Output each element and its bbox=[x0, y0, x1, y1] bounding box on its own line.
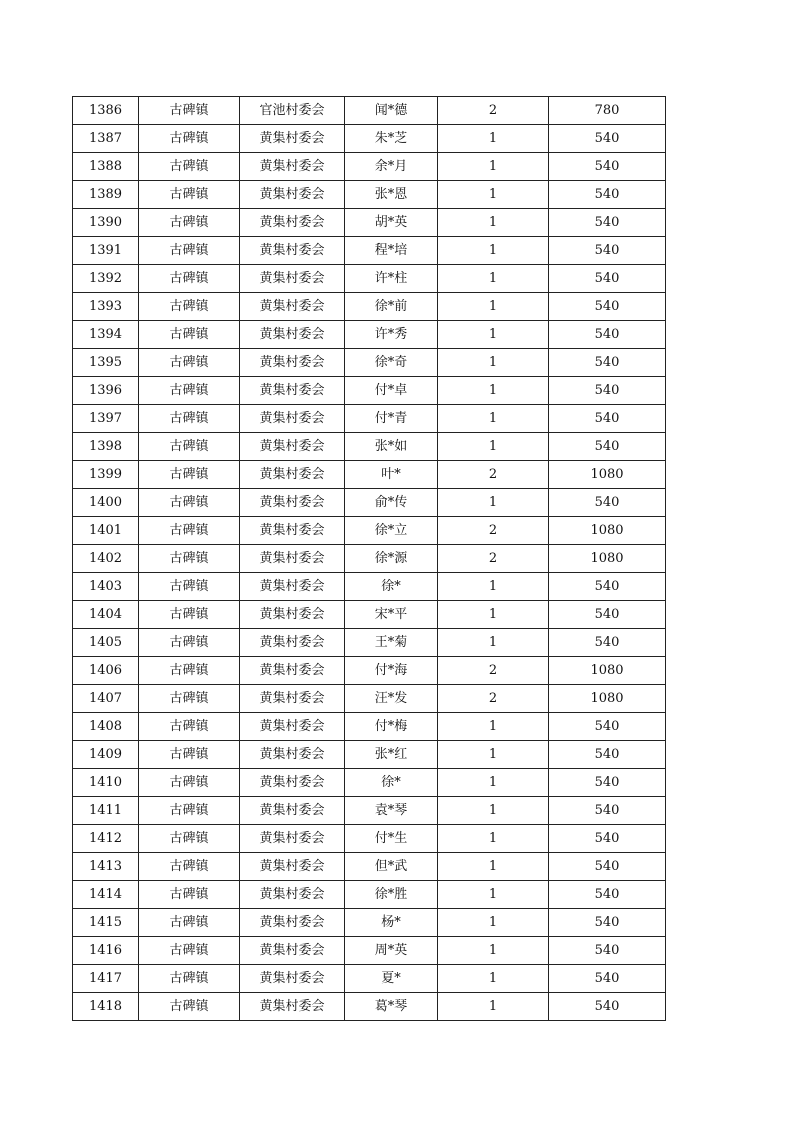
village-committee-cell: 黄集村委会 bbox=[240, 545, 345, 573]
amount-cell: 540 bbox=[549, 153, 666, 181]
town-cell: 古碑镇 bbox=[139, 181, 240, 209]
name-cell: 付*海 bbox=[345, 657, 438, 685]
amount-cell: 540 bbox=[549, 321, 666, 349]
serial-number-cell: 1402 bbox=[73, 545, 139, 573]
document-page bbox=[72, 96, 665, 1021]
amount-cell: 1080 bbox=[549, 517, 666, 545]
serial-number-cell: 1399 bbox=[73, 461, 139, 489]
amount-cell: 540 bbox=[549, 489, 666, 517]
name-cell: 周*英 bbox=[345, 937, 438, 965]
name-cell: 袁*琴 bbox=[345, 797, 438, 825]
village-committee-cell: 黄集村委会 bbox=[240, 965, 345, 993]
household-size-cell: 1 bbox=[438, 629, 549, 657]
serial-number-cell: 1397 bbox=[73, 405, 139, 433]
town-cell: 古碑镇 bbox=[139, 937, 240, 965]
table-row bbox=[73, 601, 666, 629]
town-cell: 古碑镇 bbox=[139, 489, 240, 517]
amount-cell: 540 bbox=[549, 293, 666, 321]
town-cell: 古碑镇 bbox=[139, 573, 240, 601]
serial-number-cell: 1410 bbox=[73, 769, 139, 797]
table-row bbox=[73, 713, 666, 741]
village-committee-cell: 黄集村委会 bbox=[240, 125, 345, 153]
serial-number-cell: 1403 bbox=[73, 573, 139, 601]
table-row bbox=[73, 377, 666, 405]
table-row bbox=[73, 825, 666, 853]
table-row bbox=[73, 881, 666, 909]
serial-number-cell: 1414 bbox=[73, 881, 139, 909]
household-size-cell: 1 bbox=[438, 601, 549, 629]
table-row bbox=[73, 181, 666, 209]
serial-number-cell: 1400 bbox=[73, 489, 139, 517]
serial-number-cell: 1417 bbox=[73, 965, 139, 993]
table-row bbox=[73, 293, 666, 321]
village-committee-cell: 黄集村委会 bbox=[240, 433, 345, 461]
town-cell: 古碑镇 bbox=[139, 713, 240, 741]
household-size-cell: 1 bbox=[438, 377, 549, 405]
name-cell: 徐*前 bbox=[345, 293, 438, 321]
town-cell: 古碑镇 bbox=[139, 769, 240, 797]
village-committee-cell: 黄集村委会 bbox=[240, 237, 345, 265]
serial-number-cell: 1393 bbox=[73, 293, 139, 321]
name-cell: 程*培 bbox=[345, 237, 438, 265]
amount-cell: 540 bbox=[549, 853, 666, 881]
town-cell: 古碑镇 bbox=[139, 209, 240, 237]
amount-cell: 540 bbox=[549, 769, 666, 797]
table-row bbox=[73, 937, 666, 965]
serial-number-cell: 1409 bbox=[73, 741, 139, 769]
amount-cell: 540 bbox=[549, 573, 666, 601]
name-cell: 余*月 bbox=[345, 153, 438, 181]
village-committee-cell: 黄集村委会 bbox=[240, 601, 345, 629]
table-row bbox=[73, 629, 666, 657]
town-cell: 古碑镇 bbox=[139, 349, 240, 377]
amount-cell: 540 bbox=[549, 265, 666, 293]
name-cell: 许*柱 bbox=[345, 265, 438, 293]
name-cell: 叶* bbox=[345, 461, 438, 489]
table-row bbox=[73, 153, 666, 181]
name-cell: 但*武 bbox=[345, 853, 438, 881]
village-committee-cell: 黄集村委会 bbox=[240, 517, 345, 545]
table-row bbox=[73, 685, 666, 713]
village-committee-cell: 黄集村委会 bbox=[240, 657, 345, 685]
serial-number-cell: 1389 bbox=[73, 181, 139, 209]
serial-number-cell: 1395 bbox=[73, 349, 139, 377]
amount-cell: 540 bbox=[549, 433, 666, 461]
roster-table bbox=[72, 96, 666, 1021]
town-cell: 古碑镇 bbox=[139, 825, 240, 853]
household-size-cell: 1 bbox=[438, 181, 549, 209]
household-size-cell: 1 bbox=[438, 321, 549, 349]
amount-cell: 1080 bbox=[549, 545, 666, 573]
table-row bbox=[73, 265, 666, 293]
household-size-cell: 1 bbox=[438, 909, 549, 937]
household-size-cell: 1 bbox=[438, 153, 549, 181]
village-committee-cell: 黄集村委会 bbox=[240, 713, 345, 741]
name-cell: 张*如 bbox=[345, 433, 438, 461]
name-cell: 葛*琴 bbox=[345, 993, 438, 1021]
serial-number-cell: 1394 bbox=[73, 321, 139, 349]
serial-number-cell: 1390 bbox=[73, 209, 139, 237]
household-size-cell: 1 bbox=[438, 853, 549, 881]
village-committee-cell: 黄集村委会 bbox=[240, 909, 345, 937]
village-committee-cell: 黄集村委会 bbox=[240, 321, 345, 349]
amount-cell: 540 bbox=[549, 965, 666, 993]
town-cell: 古碑镇 bbox=[139, 909, 240, 937]
household-size-cell: 1 bbox=[438, 825, 549, 853]
name-cell: 付*梅 bbox=[345, 713, 438, 741]
household-size-cell: 2 bbox=[438, 545, 549, 573]
amount-cell: 540 bbox=[549, 629, 666, 657]
name-cell: 胡*英 bbox=[345, 209, 438, 237]
table-row bbox=[73, 741, 666, 769]
table-row bbox=[73, 965, 666, 993]
name-cell: 宋*平 bbox=[345, 601, 438, 629]
serial-number-cell: 1416 bbox=[73, 937, 139, 965]
table-row bbox=[73, 797, 666, 825]
table-row bbox=[73, 993, 666, 1021]
amount-cell: 540 bbox=[549, 909, 666, 937]
serial-number-cell: 1408 bbox=[73, 713, 139, 741]
name-cell: 徐*奇 bbox=[345, 349, 438, 377]
household-size-cell: 1 bbox=[438, 209, 549, 237]
town-cell: 古碑镇 bbox=[139, 965, 240, 993]
table-row bbox=[73, 209, 666, 237]
household-size-cell: 1 bbox=[438, 349, 549, 377]
amount-cell: 540 bbox=[549, 797, 666, 825]
town-cell: 古碑镇 bbox=[139, 97, 240, 125]
village-committee-cell: 黄集村委会 bbox=[240, 265, 345, 293]
household-size-cell: 2 bbox=[438, 461, 549, 489]
household-size-cell: 2 bbox=[438, 517, 549, 545]
amount-cell: 540 bbox=[549, 349, 666, 377]
village-committee-cell: 官池村委会 bbox=[240, 97, 345, 125]
name-cell: 徐* bbox=[345, 573, 438, 601]
town-cell: 古碑镇 bbox=[139, 377, 240, 405]
household-size-cell: 1 bbox=[438, 965, 549, 993]
household-size-cell: 1 bbox=[438, 405, 549, 433]
name-cell: 徐*胜 bbox=[345, 881, 438, 909]
amount-cell: 540 bbox=[549, 125, 666, 153]
amount-cell: 780 bbox=[549, 97, 666, 125]
amount-cell: 1080 bbox=[549, 461, 666, 489]
household-size-cell: 1 bbox=[438, 433, 549, 461]
serial-number-cell: 1412 bbox=[73, 825, 139, 853]
amount-cell: 1080 bbox=[549, 657, 666, 685]
name-cell: 徐* bbox=[345, 769, 438, 797]
name-cell: 付*卓 bbox=[345, 377, 438, 405]
amount-cell: 540 bbox=[549, 741, 666, 769]
name-cell: 俞*传 bbox=[345, 489, 438, 517]
village-committee-cell: 黄集村委会 bbox=[240, 993, 345, 1021]
table-row bbox=[73, 237, 666, 265]
serial-number-cell: 1386 bbox=[73, 97, 139, 125]
village-committee-cell: 黄集村委会 bbox=[240, 853, 345, 881]
town-cell: 古碑镇 bbox=[139, 993, 240, 1021]
village-committee-cell: 黄集村委会 bbox=[240, 349, 345, 377]
serial-number-cell: 1406 bbox=[73, 657, 139, 685]
serial-number-cell: 1413 bbox=[73, 853, 139, 881]
amount-cell: 540 bbox=[549, 237, 666, 265]
amount-cell: 540 bbox=[549, 181, 666, 209]
household-size-cell: 1 bbox=[438, 713, 549, 741]
roster-table-body bbox=[73, 97, 666, 1021]
village-committee-cell: 黄集村委会 bbox=[240, 797, 345, 825]
town-cell: 古碑镇 bbox=[139, 461, 240, 489]
amount-cell: 540 bbox=[549, 881, 666, 909]
amount-cell: 540 bbox=[549, 209, 666, 237]
name-cell: 许*秀 bbox=[345, 321, 438, 349]
household-size-cell: 1 bbox=[438, 769, 549, 797]
town-cell: 古碑镇 bbox=[139, 405, 240, 433]
town-cell: 古碑镇 bbox=[139, 881, 240, 909]
town-cell: 古碑镇 bbox=[139, 293, 240, 321]
name-cell: 朱*芝 bbox=[345, 125, 438, 153]
town-cell: 古碑镇 bbox=[139, 517, 240, 545]
serial-number-cell: 1391 bbox=[73, 237, 139, 265]
village-committee-cell: 黄集村委会 bbox=[240, 741, 345, 769]
town-cell: 古碑镇 bbox=[139, 433, 240, 461]
table-row bbox=[73, 433, 666, 461]
household-size-cell: 1 bbox=[438, 125, 549, 153]
amount-cell: 540 bbox=[549, 601, 666, 629]
village-committee-cell: 黄集村委会 bbox=[240, 181, 345, 209]
table-row bbox=[73, 517, 666, 545]
name-cell: 张*恩 bbox=[345, 181, 438, 209]
serial-number-cell: 1388 bbox=[73, 153, 139, 181]
name-cell: 闻*德 bbox=[345, 97, 438, 125]
serial-number-cell: 1405 bbox=[73, 629, 139, 657]
village-committee-cell: 黄集村委会 bbox=[240, 293, 345, 321]
town-cell: 古碑镇 bbox=[139, 265, 240, 293]
amount-cell: 540 bbox=[549, 825, 666, 853]
serial-number-cell: 1407 bbox=[73, 685, 139, 713]
household-size-cell: 1 bbox=[438, 573, 549, 601]
village-committee-cell: 黄集村委会 bbox=[240, 573, 345, 601]
table-row bbox=[73, 489, 666, 517]
name-cell: 付*生 bbox=[345, 825, 438, 853]
table-row bbox=[73, 909, 666, 937]
household-size-cell: 1 bbox=[438, 797, 549, 825]
household-size-cell: 1 bbox=[438, 881, 549, 909]
table-row bbox=[73, 853, 666, 881]
village-committee-cell: 黄集村委会 bbox=[240, 209, 345, 237]
serial-number-cell: 1398 bbox=[73, 433, 139, 461]
town-cell: 古碑镇 bbox=[139, 153, 240, 181]
town-cell: 古碑镇 bbox=[139, 685, 240, 713]
name-cell: 徐*源 bbox=[345, 545, 438, 573]
village-committee-cell: 黄集村委会 bbox=[240, 461, 345, 489]
town-cell: 古碑镇 bbox=[139, 545, 240, 573]
household-size-cell: 2 bbox=[438, 657, 549, 685]
village-committee-cell: 黄集村委会 bbox=[240, 377, 345, 405]
serial-number-cell: 1411 bbox=[73, 797, 139, 825]
table-row bbox=[73, 573, 666, 601]
amount-cell: 1080 bbox=[549, 685, 666, 713]
name-cell: 徐*立 bbox=[345, 517, 438, 545]
town-cell: 古碑镇 bbox=[139, 741, 240, 769]
amount-cell: 540 bbox=[549, 405, 666, 433]
village-committee-cell: 黄集村委会 bbox=[240, 769, 345, 797]
village-committee-cell: 黄集村委会 bbox=[240, 825, 345, 853]
household-size-cell: 1 bbox=[438, 293, 549, 321]
table-row bbox=[73, 125, 666, 153]
village-committee-cell: 黄集村委会 bbox=[240, 405, 345, 433]
name-cell: 杨* bbox=[345, 909, 438, 937]
village-committee-cell: 黄集村委会 bbox=[240, 153, 345, 181]
household-size-cell: 2 bbox=[438, 685, 549, 713]
amount-cell: 540 bbox=[549, 937, 666, 965]
serial-number-cell: 1401 bbox=[73, 517, 139, 545]
household-size-cell: 1 bbox=[438, 265, 549, 293]
serial-number-cell: 1396 bbox=[73, 377, 139, 405]
serial-number-cell: 1387 bbox=[73, 125, 139, 153]
table-row bbox=[73, 349, 666, 377]
name-cell: 王*菊 bbox=[345, 629, 438, 657]
village-committee-cell: 黄集村委会 bbox=[240, 937, 345, 965]
town-cell: 古碑镇 bbox=[139, 853, 240, 881]
name-cell: 汪*发 bbox=[345, 685, 438, 713]
village-committee-cell: 黄集村委会 bbox=[240, 685, 345, 713]
household-size-cell: 1 bbox=[438, 237, 549, 265]
amount-cell: 540 bbox=[549, 713, 666, 741]
serial-number-cell: 1392 bbox=[73, 265, 139, 293]
town-cell: 古碑镇 bbox=[139, 321, 240, 349]
table-row bbox=[73, 321, 666, 349]
town-cell: 古碑镇 bbox=[139, 629, 240, 657]
serial-number-cell: 1404 bbox=[73, 601, 139, 629]
household-size-cell: 1 bbox=[438, 937, 549, 965]
table-row bbox=[73, 461, 666, 489]
town-cell: 古碑镇 bbox=[139, 657, 240, 685]
table-row bbox=[73, 545, 666, 573]
table-row bbox=[73, 657, 666, 685]
name-cell: 夏* bbox=[345, 965, 438, 993]
amount-cell: 540 bbox=[549, 377, 666, 405]
household-size-cell: 1 bbox=[438, 489, 549, 517]
town-cell: 古碑镇 bbox=[139, 601, 240, 629]
town-cell: 古碑镇 bbox=[139, 125, 240, 153]
table-row bbox=[73, 97, 666, 125]
household-size-cell: 1 bbox=[438, 741, 549, 769]
table-row bbox=[73, 405, 666, 433]
village-committee-cell: 黄集村委会 bbox=[240, 629, 345, 657]
amount-cell: 540 bbox=[549, 993, 666, 1021]
village-committee-cell: 黄集村委会 bbox=[240, 489, 345, 517]
household-size-cell: 2 bbox=[438, 97, 549, 125]
serial-number-cell: 1418 bbox=[73, 993, 139, 1021]
town-cell: 古碑镇 bbox=[139, 797, 240, 825]
household-size-cell: 1 bbox=[438, 993, 549, 1021]
town-cell: 古碑镇 bbox=[139, 237, 240, 265]
serial-number-cell: 1415 bbox=[73, 909, 139, 937]
name-cell: 付*青 bbox=[345, 405, 438, 433]
table-row bbox=[73, 769, 666, 797]
village-committee-cell: 黄集村委会 bbox=[240, 881, 345, 909]
name-cell: 张*红 bbox=[345, 741, 438, 769]
